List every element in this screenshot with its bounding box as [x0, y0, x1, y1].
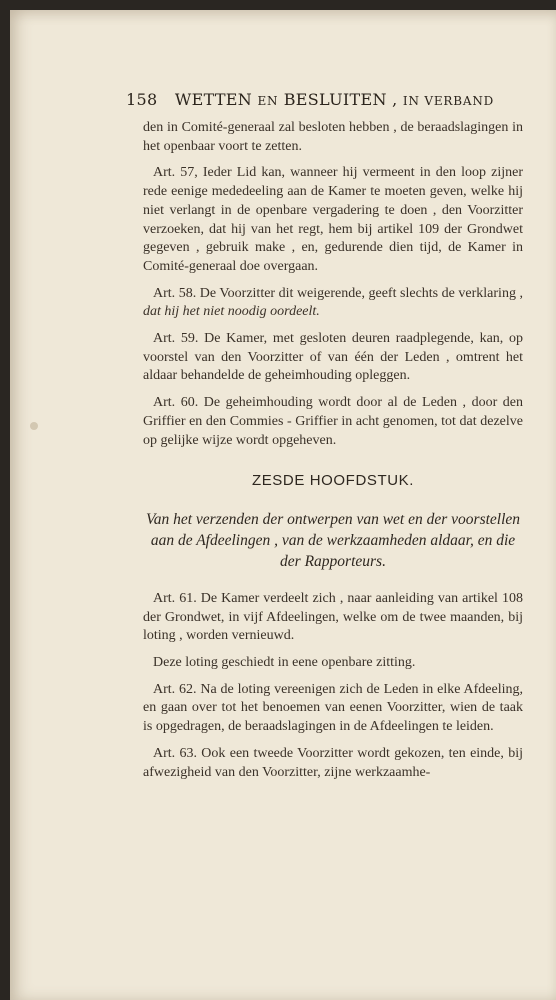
art-58-lead: Art. 58. De Voorzitter dit weigerende, geeft slechts de verklaring , [153, 285, 523, 301]
book-page [10, 10, 556, 1000]
paragraph-loting: Deze loting geschiedt in eene openbare zitting. [153, 655, 416, 671]
chapter-heading: ZESDE HOOFDSTUK. [251, 472, 415, 490]
paragraph-art-59: Art. 59. De Kamer, met gesloten deuren raadplegende, kan, op voorstel van den Voorzitter of van één der Leden , omtrent het aldaar behandelde de geheimhouding opleggen. [143, 331, 523, 384]
paragraph-art-62: Art. 62. Na de loting vereenigen zich de Leden in elke Afdeeling, en gaan over tot het benoemen van eenen Voorzitter, wien de taak is opgedragen, de beraadslagingen in de Afdeelingen te leiden. [143, 681, 523, 735]
paragraph-art-57: Art. 57, Ieder Lid kan, wanneer hij vermeent in den loop zijner rede eenige mededeeling aan de Kamer te moeten geven, welke hij niet verlangt in de openbare vergadering te doen , den Voorzitter verzoeken, dat hij van het regt, hem bij artikel 109 der Grondwet gegeven , gebruik make , en, gedurende dien tijd, de Kamer in Comité-generaal doe overgaan. [143, 165, 523, 274]
header-title-besluiten: BESLUITEN , [283, 90, 398, 109]
paragraph-art-61: Art. 61. De Kamer verdeelt zich , naar aanleiding van artikel 108 der Grondwet, in vijf Afdeelingen, welke om de twee maanden, bij loting , worden vernieuwd. [143, 590, 523, 644]
header-title-wetten: WETTEN [174, 90, 253, 109]
art-58-italic: dat hij het niet noodig oordeelt. [143, 304, 320, 320]
header-title-in-verband: IN VERBAND [402, 94, 495, 108]
body-text [143, 119, 523, 782]
paragraph-continuation: den in Comité-generaal zal besloten hebben , de beraadslagingen in het openbaar voort te zetten. [143, 120, 523, 154]
running-header [126, 90, 496, 109]
header-title-en: EN [257, 94, 279, 108]
paper-stain [30, 422, 38, 430]
paragraph-art-63: Art. 63. Ook een tweede Voorzitter wordt gekozen, ten einde, bij afwezigheid van den Voorzitter, zijne werkzaamhe- [143, 745, 523, 780]
chapter-subtitle: Van het verzenden der ontwerpen van wet en der voorstellen aan de Afdeelingen , van de werkzaamheden aldaar, en die der Rapporteurs. [145, 510, 521, 570]
paragraph-art-58 [143, 285, 523, 322]
page-number: 158 [126, 90, 158, 109]
paragraph-art-60: Art. 60. De geheimhouding wordt door al de Leden , door den Griffier en den Commies - Griffier in acht genomen, tot dat dezelve op gelijke wijze wordt opgeheven. [143, 395, 523, 448]
